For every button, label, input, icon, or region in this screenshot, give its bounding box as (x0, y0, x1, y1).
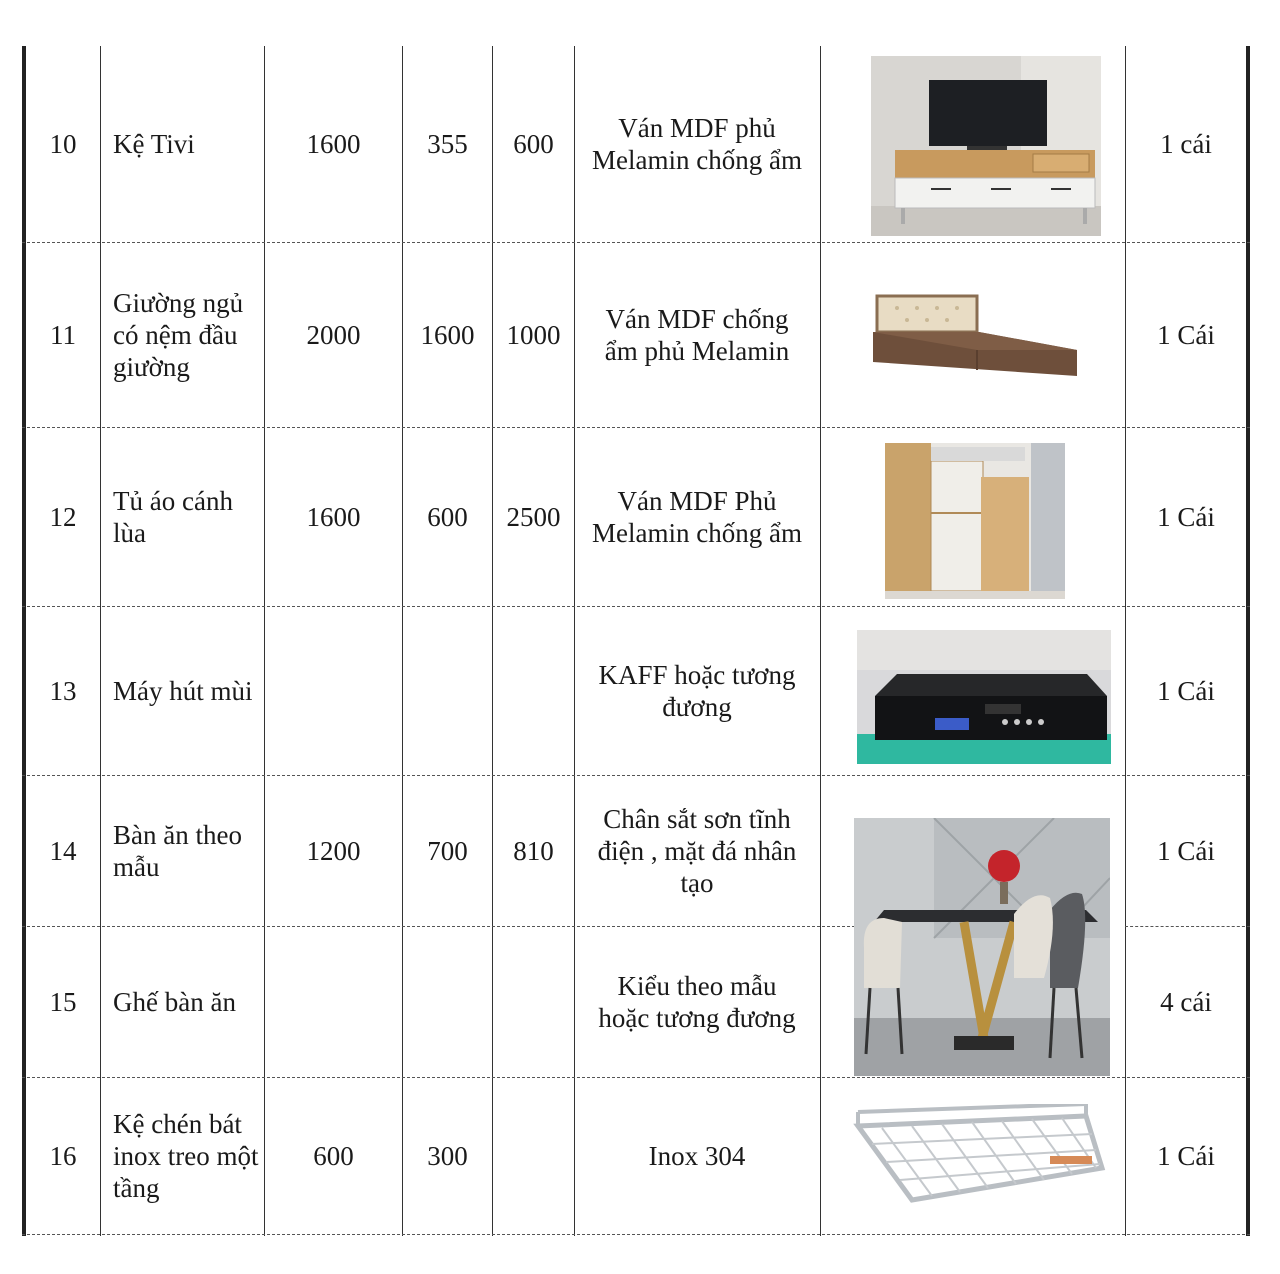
dim1-cell: 1600 (306, 502, 361, 532)
name-cell: Kệ chén bát inox treo một tầng (113, 1109, 259, 1203)
dim1-cell: 1600 (306, 129, 361, 159)
col-divider (574, 46, 575, 1236)
stt-cell: 14 (49, 836, 77, 866)
material-cell: Inox 304 (648, 1141, 746, 1171)
dim3-cell: 2500 (506, 502, 561, 532)
dining-set-photo-icon (854, 818, 1110, 1076)
dim1-cell (265, 927, 402, 1077)
material-cell: KAFF hoặc tương đương (598, 660, 796, 722)
stt-cell: 10 (49, 129, 77, 159)
name-cell: Máy hút mùi (113, 676, 253, 706)
row-divider (22, 1234, 1250, 1235)
name-cell: Kệ Tivi (113, 129, 195, 159)
qty-cell: 1 Cái (1157, 676, 1215, 706)
material-cell: Kiểu theo mẫu hoặc tương đương (598, 971, 796, 1033)
dim2-cell: 700 (427, 836, 468, 866)
furniture-table (22, 46, 1250, 1236)
qty-cell: 1 Cái (1157, 320, 1215, 350)
dim3-cell (493, 607, 574, 775)
material-cell: Ván MDF Phủ Melamin chống ẩm (592, 486, 802, 548)
dim2-cell: 355 (427, 129, 468, 159)
material-cell: Chân sắt sơn tĩnh điện , mặt đá nhân tạo (597, 804, 797, 898)
range-hood-photo-icon (857, 630, 1111, 764)
dim1-cell: 2000 (306, 320, 361, 350)
dim3-cell: 810 (513, 836, 554, 866)
dim1-cell: 1200 (306, 836, 361, 866)
tv-cabinet-photo-icon (871, 56, 1101, 236)
qty-cell: 1 Cái (1157, 1141, 1215, 1171)
bed-photo-icon (867, 286, 1087, 396)
stt-cell: 12 (49, 502, 77, 532)
dim1-cell: 600 (313, 1141, 354, 1171)
dim3-cell (493, 927, 574, 1077)
stt-cell: 15 (49, 987, 77, 1017)
qty-cell: 4 cái (1160, 987, 1212, 1017)
sliding-wardrobe-photo-icon (885, 443, 1065, 599)
stt-cell: 16 (49, 1141, 77, 1171)
qty-cell: 1 Cái (1157, 836, 1215, 866)
dim2-cell: 1600 (420, 320, 475, 350)
qty-cell: 1 Cái (1157, 502, 1215, 532)
dim2-cell (403, 927, 492, 1077)
dim3-cell (493, 1078, 574, 1234)
col-divider (820, 46, 821, 1236)
dim3-cell: 1000 (506, 320, 561, 350)
dim2-cell: 600 (427, 502, 468, 532)
dim2-cell (403, 607, 492, 775)
name-cell: Ghế bàn ăn (113, 987, 236, 1017)
material-cell: Ván MDF phủ Melamin chống ẩm (592, 113, 802, 175)
name-cell: Tủ áo cánh lùa (113, 486, 233, 548)
dim3-cell: 600 (513, 129, 554, 159)
dim2-cell: 300 (427, 1141, 468, 1171)
name-cell: Bàn ăn theo mẫu (113, 820, 242, 882)
qty-cell: 1 cái (1160, 129, 1212, 159)
material-cell: Ván MDF chống ẩm phủ Melamin (604, 304, 790, 366)
stt-cell: 11 (50, 320, 76, 350)
dish-rack-photo-icon (852, 1104, 1110, 1212)
table-border-right (1246, 46, 1250, 1236)
stt-cell: 13 (49, 676, 77, 706)
dim1-cell (265, 607, 402, 775)
name-cell: Giường ngủ có nệm đầu giường (113, 288, 244, 382)
